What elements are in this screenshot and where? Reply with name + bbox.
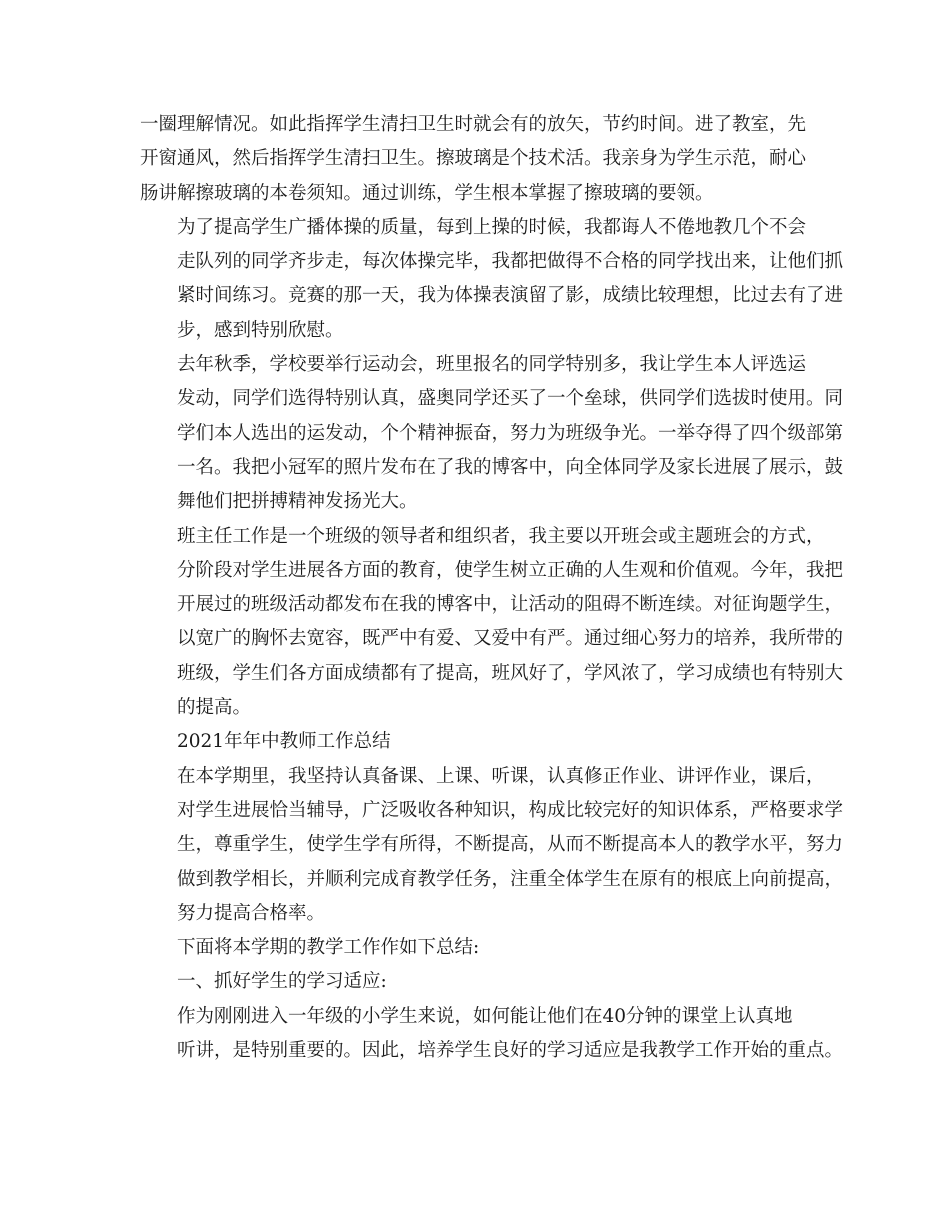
paragraph bbox=[140, 725, 820, 759]
text-line: 为了提高学生广播体操的质量，每到上操的时候，我都诲人不倦地教几个不会 bbox=[177, 216, 807, 238]
text-line: 分阶段对学生进展各方面的教育，使学生树立正确的人生观和价值观。今年，我把 bbox=[177, 559, 844, 581]
text-line: 以宽广的胸怀去宽容，既严中有爱、又爱中有严。通过细心努力的培养，我所带的 bbox=[177, 628, 844, 650]
text-line: 2021年年中教师工作总结 bbox=[177, 731, 391, 753]
paragraph bbox=[140, 211, 844, 348]
text-line: 步，感到特别欣慰。 bbox=[177, 319, 344, 341]
text-line: 听讲，是特别重要的。因此，培养学生良好的学习适应是我教学工作开始的重点。 bbox=[177, 1040, 844, 1062]
text-line: 下面将本学期的教学工作作如下总结: bbox=[177, 937, 480, 959]
paragraph bbox=[140, 760, 844, 931]
paragraph bbox=[140, 348, 844, 519]
text-line: 在本学期里，我坚持认真备课、上课、听课，认真修正作业、讲评作业，课后， bbox=[177, 765, 825, 787]
text-line: 一名。我把小冠军的照片发布在了我的博客中，向全体同学及家长进展了展示，鼓 bbox=[177, 456, 844, 478]
paragraph bbox=[140, 931, 820, 965]
text-line: 走队列的同学齐步走，每次体操完毕，我都把做得不合格的同学找出来，让他们抓 bbox=[177, 251, 844, 273]
text-line: 学们本人选出的运发动，个个精神振奋，努力为班级争光。一举夺得了四个级部第 bbox=[177, 422, 844, 444]
text-line: 对学生进展恰当辅导，广泛吸收各种知识，构成比较完好的知识体系，严格要求学 bbox=[177, 799, 844, 821]
paragraph bbox=[140, 965, 820, 999]
text-line: 一圈理解情况。如此指挥学生清扫卫生时就会有的放矢，节约时间。进了教室，先 bbox=[140, 114, 807, 135]
text-line: 班主任工作是一个班级的领导者和组织者，我主要以开班会或主题班会的方式， bbox=[177, 525, 825, 547]
text-line: 生，尊重学生，使学生学有所得，不断提高，从而不断提高本人的教学水平，努力 bbox=[177, 834, 844, 856]
paragraph bbox=[140, 108, 820, 211]
text-line: 发动，同学们选得特别认真，盛奥同学还买了一个垒球，供同学们选拔时使用。同 bbox=[177, 388, 844, 410]
document-body bbox=[140, 108, 844, 1068]
text-line: 舞他们把拼搏精神发扬光大。 bbox=[177, 491, 418, 513]
text-line: 肠讲解擦玻璃的本卷须知。通过训练，学生根本掌握了擦玻璃的要领。 bbox=[140, 182, 714, 204]
text-line: 去年秋季，学校要举行运动会，班里报名的同学特别多，我让学生本人评选运 bbox=[177, 354, 807, 376]
text-line: 一、抓好学生的学习适应: bbox=[177, 971, 387, 993]
text-line: 紧时间练习。竞赛的那一天，我为体操表演留了影，成绩比较理想，比过去有了进 bbox=[177, 285, 844, 307]
text-line: 做到教学相长，并顺利完成育教学任务，注重全体学生在原有的根底上向前提高， bbox=[177, 868, 844, 890]
paragraph bbox=[140, 1000, 844, 1069]
text-line: 努力提高合格率。 bbox=[177, 902, 326, 924]
text-line: 开展过的班级活动都发布在我的博客中，让活动的阻碍不断连续。对征询题学生， bbox=[177, 594, 844, 616]
text-line: 班级，学生们各方面成绩都有了提高，班风好了，学风浓了，学习成绩也有特别大 bbox=[177, 662, 844, 684]
paragraph bbox=[140, 520, 844, 726]
text-line: 开窗通风，然后指挥学生清扫卫生。擦玻璃是个技术活。我亲身为学生示范，耐心 bbox=[140, 148, 807, 170]
text-line: 的提高。 bbox=[177, 697, 252, 719]
text-line: 作为刚刚进入一年级的小学生来说，如何能让他们在40分钟的课堂上认真地 bbox=[177, 1005, 793, 1027]
